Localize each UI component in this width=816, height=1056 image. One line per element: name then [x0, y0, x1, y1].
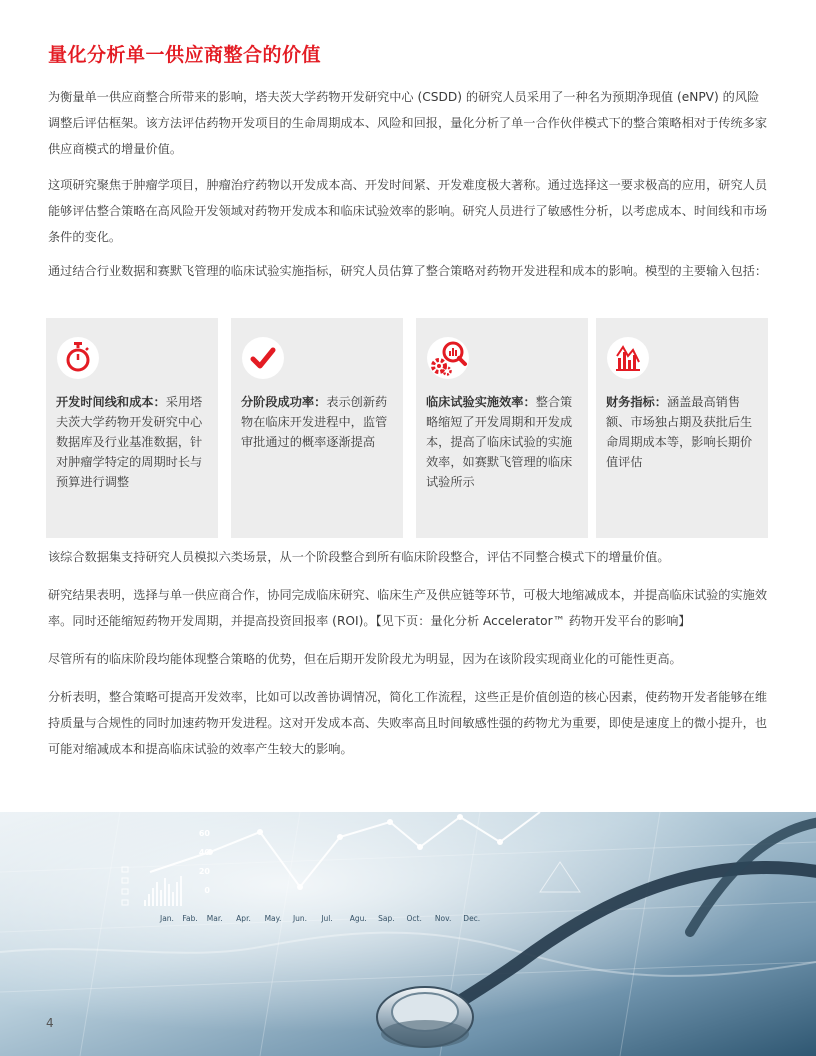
card-financial-metrics [596, 318, 768, 538]
results-paragraph: 研究结果表明，选择与单一供应商合作，协同完成临床研究、临床生产及供应链等环节，可极大地缩减成本，并提高临床试验的实施效率。同时还能缩短药物开发周期，并提高投资回报率 (ROI)。【见下页：量化分析 Accelerator™ 药物开发平台的影响】 [48, 588, 768, 628]
month-label: Jan. [160, 914, 174, 923]
phases-paragraph: 尽管所有的临床阶段均能体现整合策略的优势，但在后期开发阶段尤为明显，因为在该阶段实现商业化的可能性更高。 [48, 652, 682, 666]
card-text [606, 392, 760, 472]
model-inputs-cards [46, 318, 768, 538]
month-label: May. [264, 914, 282, 923]
month-label: Dec. [463, 914, 481, 923]
card-label: 财务指标： [606, 395, 667, 409]
photo-y-axis [192, 824, 210, 900]
scenarios-paragraph: 该综合数据集支持研究人员模拟六类场景，从一个阶段整合到所有临床阶段整合，评估不同整合模式下的增量价值。 [48, 550, 670, 564]
y-tick-label: 20 [198, 867, 210, 876]
month-label: Sap. [378, 914, 395, 923]
card-label: 开发时间线和成本： [56, 395, 166, 409]
card-text [426, 392, 580, 492]
stethoscope-chart-photo [0, 812, 816, 1056]
oncology-paragraph: 这项研究聚焦于肿瘤学项目，肿瘤治疗药物以开发成本高、开发时间紧、开发难度极大著称。通过选择这一要求极高的应用，研究人员能够评估整合策略在高风险开发领域对药物开发成本和临床试验效率的影响。研究人员进行了敏感性分析，以考虑成本、时间线和市场条件的变化。 [48, 178, 768, 244]
intro-paragraph: 为衡量单一供应商整合所带来的影响，塔夫茨大学药物开发研究中心 (CSDD) 的研究人员采用了一种名为预期净现值 (eNPV) 的风险调整后评估框架。该方法评估药物开发项目的生命周期成本、风险和回报，量化分析了单一合作伙伴模式下的整合策略相对于传统多家供应商模式的增量价值。 [48, 90, 768, 156]
month-label: Nov. [434, 914, 452, 923]
month-label: Jun. [292, 914, 308, 923]
card-description: 表示创新药物在临床开发进程中，监管审批通过的概率逐渐提高 [241, 395, 388, 449]
month-label: Agu. [349, 914, 367, 923]
bar-chart-icon [606, 336, 650, 380]
month-label: Mar. [206, 914, 223, 923]
card-text [241, 392, 395, 452]
card-trial-efficiency [416, 318, 588, 538]
gears-magnifier-icon [426, 336, 470, 380]
month-label: Apr. [236, 914, 251, 923]
month-label: Jul. [321, 914, 333, 923]
card-label: 分阶段成功率： [241, 395, 327, 409]
card-description: 采用塔夫茨大学药物开发研究中心数据库及行业基准数据，针对肿瘤学特定的周期时长与预算进行调整 [56, 395, 203, 489]
analysis-paragraph: 分析表明，整合策略可提高开发效率，比如可以改善协调情况，简化工作流程，这些正是价值创造的核心因素，使药物开发者能够在维持质量与合规性的同时加速药物开发进程。这对开发成本高、失败率高且时间敏感性强的药物尤为重要，即使是速度上的微小提升，也可能对缩减成本和提高临床试验的效率产生较大的影响。 [48, 690, 768, 756]
y-tick-label: 60 [198, 829, 210, 838]
card-description: 涵盖最高销售额、市场独占期及获批后生命周期成本等，影响长期价值评估 [606, 395, 753, 469]
page-number: 4 [46, 1016, 54, 1030]
checkmark-icon [241, 336, 285, 380]
card-phase-success [231, 318, 403, 538]
month-label: Fab. [182, 914, 198, 923]
y-tick-label: 0 [204, 886, 210, 895]
card-text [56, 392, 210, 492]
card-label: 临床试验实施效率： [426, 395, 536, 409]
card-timeline-cost [46, 318, 218, 538]
photo-x-axis [160, 914, 489, 923]
y-tick-label: 40 [198, 848, 210, 857]
month-label: Oct. [406, 914, 422, 923]
model-inputs-paragraph: 通过结合行业数据和赛默飞管理的临床试验实施指标，研究人员估算了整合策略对药物开发进程和成本的影响。模型的主要输入包括： [48, 264, 768, 278]
card-description: 整合策略缩短了开发周期和开发成本，提高了临床试验的实施效率，如赛默飞管理的临床试验所示 [426, 395, 573, 489]
stopwatch-icon [56, 336, 100, 380]
page-title: 量化分析单一供应商整合的价值 [48, 44, 322, 66]
